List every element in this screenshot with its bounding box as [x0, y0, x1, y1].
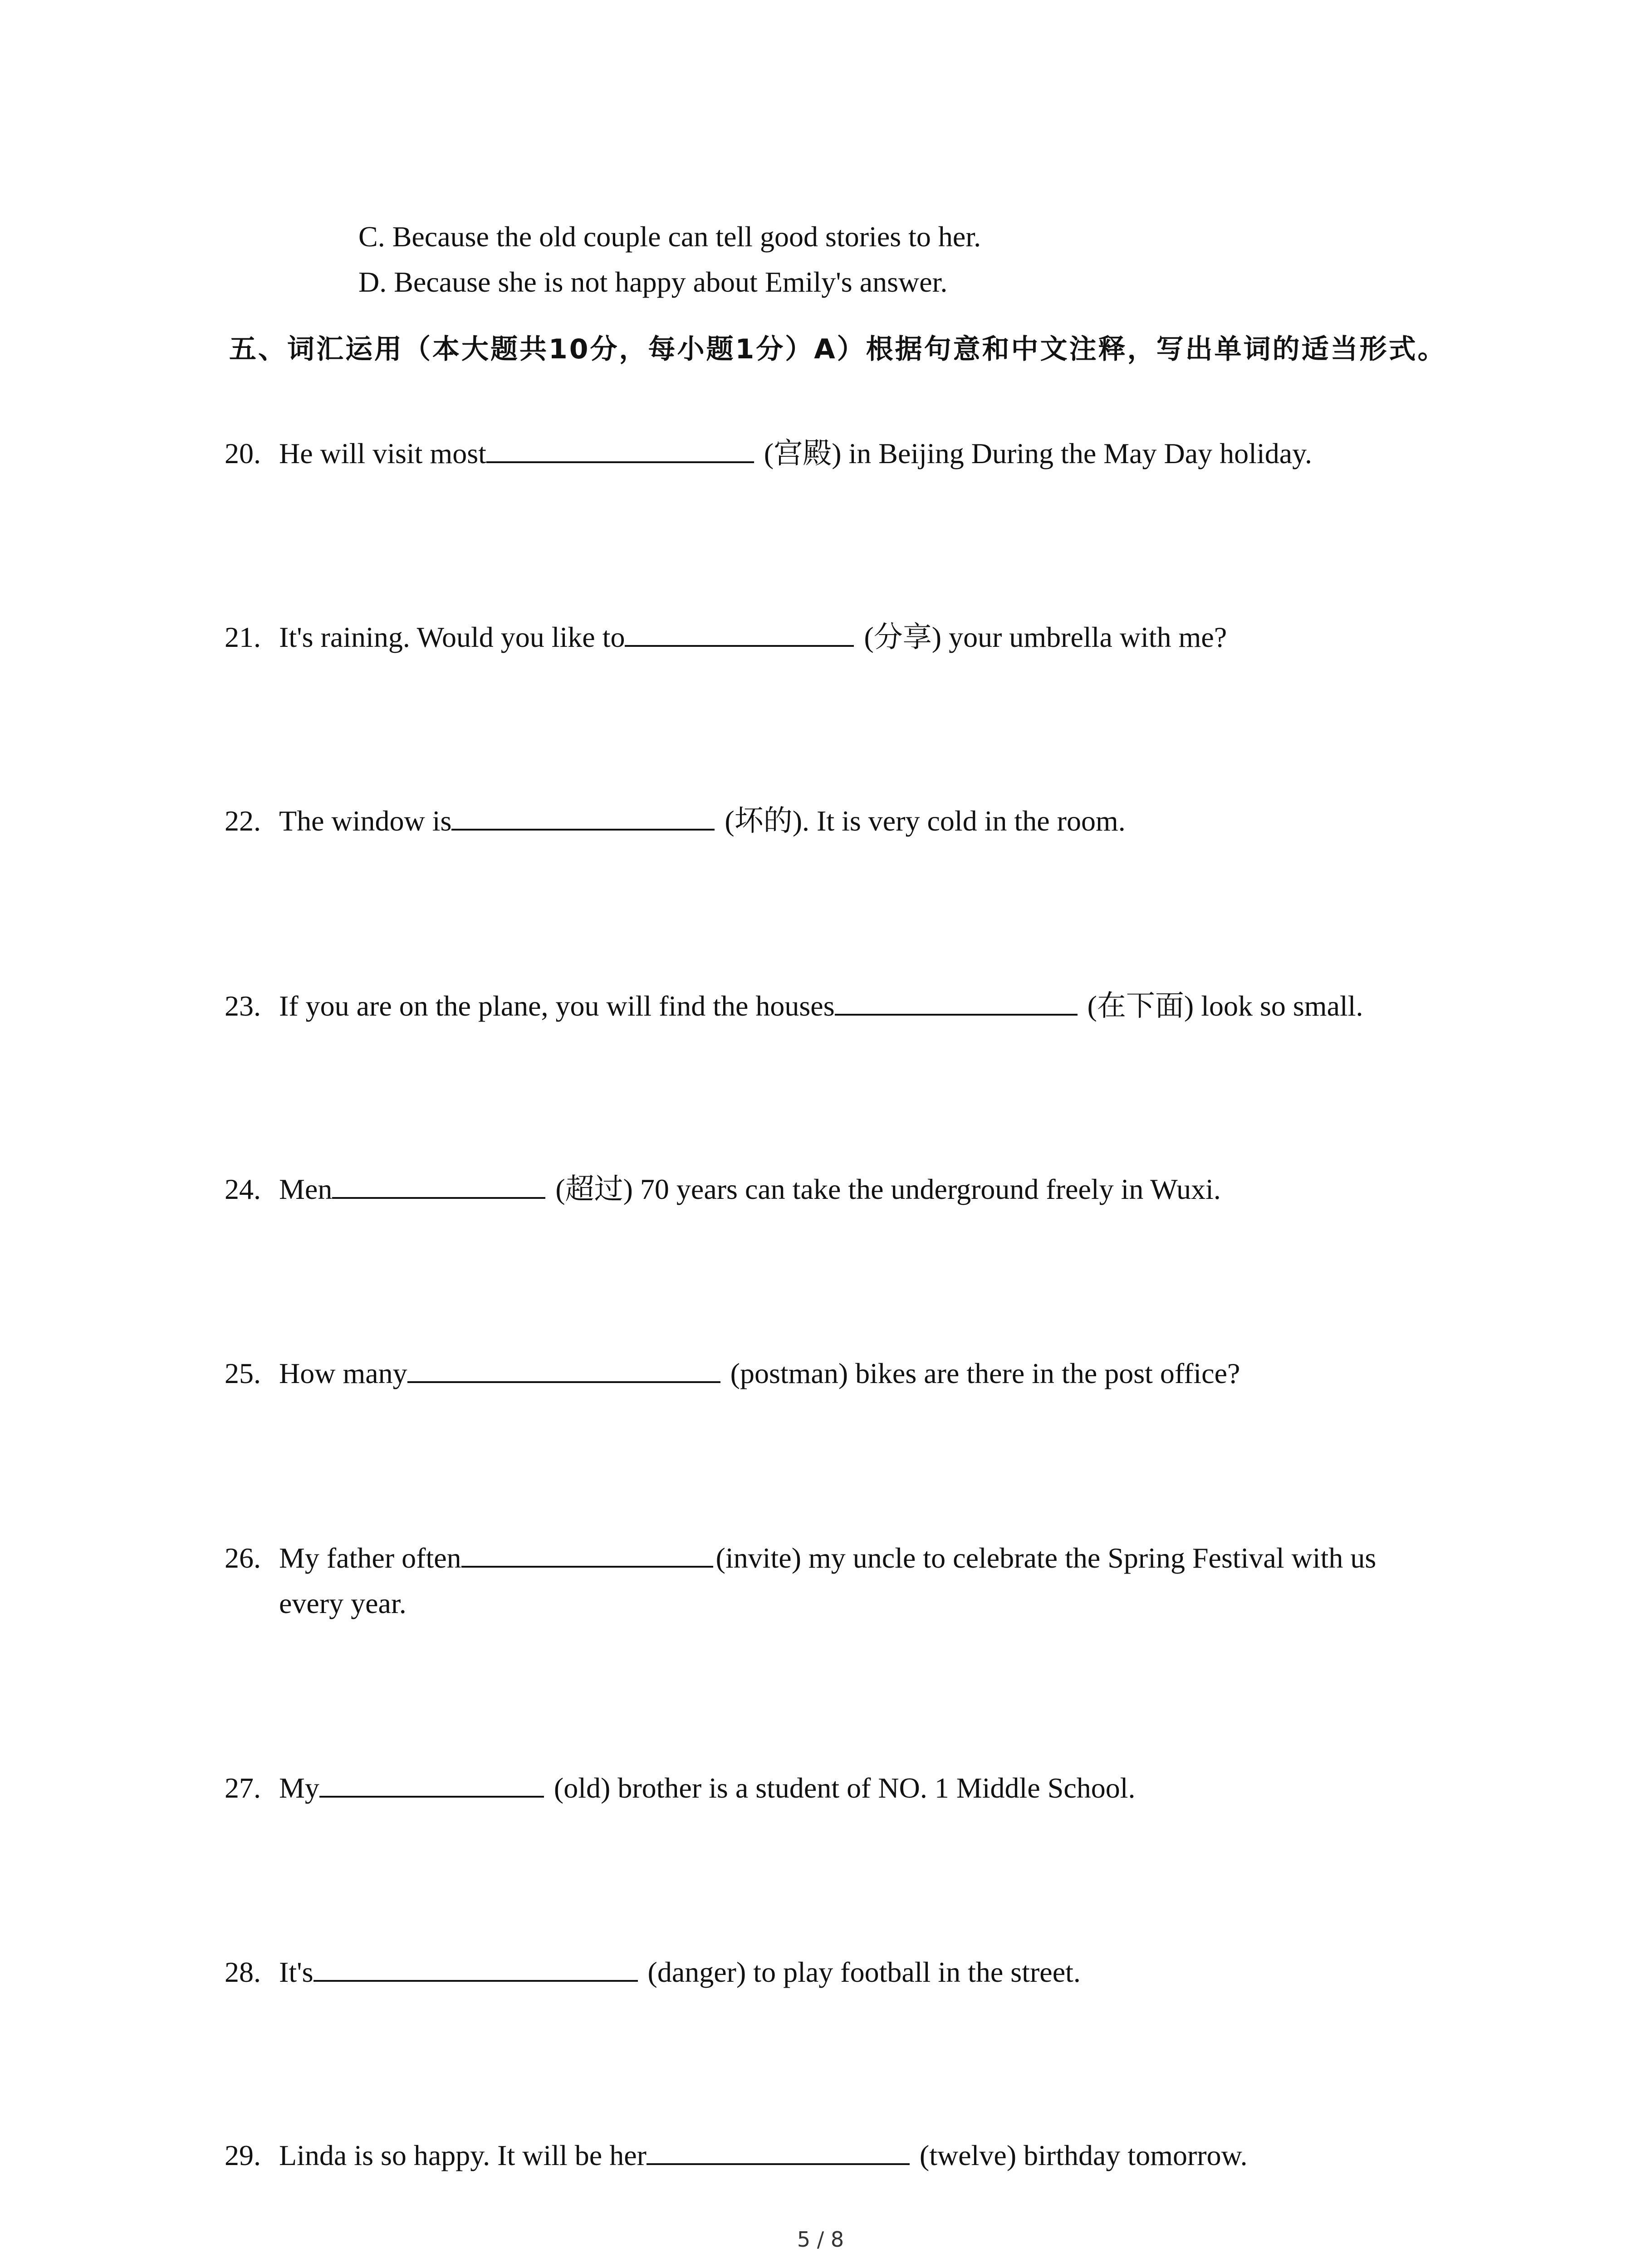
- question-text-after: (在下面) look so small.: [1080, 990, 1363, 1022]
- question-text-before: The window is: [279, 805, 452, 837]
- question-text-after: (坏的). It is very cold in the room.: [717, 805, 1126, 837]
- question-text-after: (twelve) birthday tomorrow.: [912, 2139, 1248, 2171]
- answer-blank[interactable]: [332, 1170, 545, 1199]
- question-25: [225, 1351, 1450, 1396]
- section-title: 五、词汇运用（本大题共10分，每小题1分）A）根据句意和中文注释，写出单词的适当形式。: [229, 333, 1447, 365]
- answer-blank[interactable]: [625, 618, 854, 647]
- answer-option-d: D. Because she is not happy about Emily's answer.: [358, 266, 948, 298]
- question-24: [225, 1167, 1450, 1212]
- question-26: [225, 1535, 1450, 1626]
- question-29: [225, 2133, 1450, 2178]
- answer-blank[interactable]: [486, 434, 754, 463]
- question-text-before: He will visit most: [279, 437, 486, 469]
- page-number: 5 / 8: [797, 2227, 844, 2252]
- question-text-before: My: [279, 1772, 319, 1804]
- question-number: 26.: [225, 1542, 261, 1574]
- question-number: 29.: [225, 2139, 261, 2171]
- question-22: [225, 798, 1450, 844]
- question-21: [225, 615, 1450, 660]
- question-28: [225, 1950, 1450, 1995]
- question-text-before: Linda is so happy. It will be her: [279, 2139, 647, 2171]
- question-text-after: (old) brother is a student of NO. 1 Middle School.: [546, 1772, 1136, 1804]
- question-continuation: every year.: [279, 1587, 407, 1619]
- question-text-after: (postman) bikes are there in the post office?: [723, 1357, 1240, 1389]
- answer-blank[interactable]: [407, 1354, 720, 1383]
- answer-blank[interactable]: [314, 1953, 638, 1982]
- question-text-before: Men: [279, 1173, 333, 1205]
- answer-blank[interactable]: [319, 1769, 544, 1798]
- question-text-after: (超过) 70 years can take the underground freely in Wuxi.: [548, 1173, 1221, 1205]
- answer-blank[interactable]: [451, 802, 715, 831]
- question-number: 24.: [225, 1173, 261, 1205]
- question-27: [225, 1765, 1450, 1811]
- question-text-after: (分享) your umbrella with me?: [857, 621, 1227, 653]
- question-number: 25.: [225, 1357, 261, 1389]
- question-text-after: (宫殿) in Beijing During the May Day holiday.: [756, 437, 1312, 469]
- answer-blank[interactable]: [461, 1539, 713, 1568]
- answer-blank[interactable]: [647, 2136, 910, 2165]
- question-23: [225, 983, 1450, 1029]
- question-number: 20.: [225, 437, 261, 469]
- question-text-after: (danger) to play football in the street.: [640, 1956, 1081, 1988]
- question-text-before: How many: [279, 1357, 407, 1389]
- answer-option-c: C. Because the old couple can tell good stories to her.: [358, 220, 981, 253]
- question-text-before: It's raining. Would you like to: [279, 621, 625, 653]
- question-text-before: It's: [279, 1956, 314, 1988]
- question-20: [225, 431, 1450, 476]
- question-number: 28.: [225, 1956, 261, 1988]
- answer-blank[interactable]: [835, 987, 1078, 1016]
- question-number: 23.: [225, 990, 261, 1022]
- question-number: 21.: [225, 621, 261, 653]
- question-number: 22.: [225, 805, 261, 837]
- question-text-after: (invite) my uncle to celebrate the Spring Festival with us: [715, 1542, 1376, 1574]
- question-text-before: If you are on the plane, you will find the houses: [279, 990, 835, 1022]
- question-number: 27.: [225, 1772, 261, 1804]
- question-text-before: My father often: [279, 1542, 461, 1574]
